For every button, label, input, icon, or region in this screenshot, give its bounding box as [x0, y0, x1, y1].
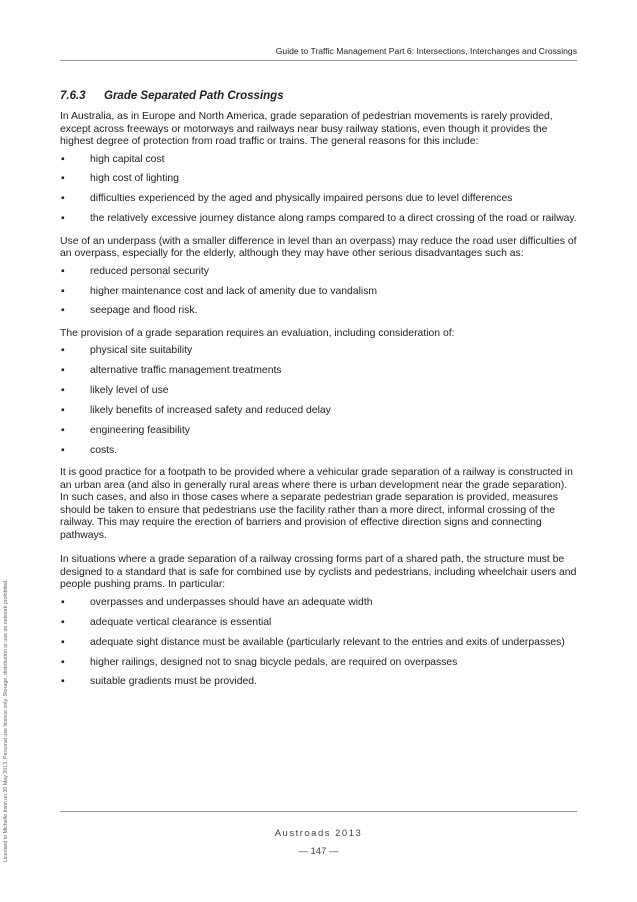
list-item — [60, 445, 577, 458]
list-item-text: high cost of lighting — [90, 173, 179, 185]
bullet-icon: ▪ — [61, 153, 65, 165]
running-header: Guide to Traffic Management Part 6: Intersections, Interchanges and Crossings — [275, 46, 577, 56]
list-item-text: suitable gradients must be provided. — [90, 676, 257, 688]
bullet-icon: ▪ — [61, 285, 65, 297]
bullet-icon: ▪ — [61, 173, 65, 185]
underpass-disadvantages-list — [60, 266, 577, 318]
shared-path-list — [60, 597, 577, 689]
list-item — [60, 617, 577, 630]
evaluation-paragraph: The provision of a grade separation requires an evaluation, including consideration of: — [60, 327, 455, 339]
list-item — [60, 657, 577, 670]
list-item-text: engineering feasibility — [90, 425, 190, 437]
bullet-icon: ▪ — [61, 345, 65, 357]
shared-path-paragraph: In situations where a grade separation of a railway crossing forms part of a shared path, the structure must be designed to a standard that is safe for combined use by cyclists and pedestrians, including wheelchair users and people pushing prams. In particular: — [60, 554, 577, 591]
list-item-text: higher maintenance cost and lack of amenity due to vandalism — [90, 285, 378, 297]
list-item-text: higher railings, designed not to snag bicycle pedals, are required on overpasses — [90, 656, 458, 668]
list-item-text: physical site suitability — [90, 345, 193, 357]
list-item — [60, 637, 577, 650]
bullet-icon: ▪ — [61, 616, 65, 628]
licence-stamp: Licensed to Michelle Irwin on 30 May 2013. Personal use licence only. Storage, distribution or use on network prohibited. — [3, 579, 9, 862]
list-item — [60, 286, 577, 299]
list-item-text: likely level of use — [90, 385, 169, 397]
list-item-text: reduced personal security — [90, 265, 209, 277]
bullet-icon: ▪ — [61, 636, 65, 648]
evaluation-list — [60, 345, 577, 457]
footer-organization: Austroads 2013 — [274, 828, 363, 839]
bullet-icon: ▪ — [61, 193, 65, 205]
underpass-paragraph: Use of an underpass (with a smaller difference in level than an overpass) may reduce the road user difficulties of an overpass, especially for the elderly, although they may have other serious disadvantages such as: — [60, 235, 577, 260]
list-item-text: likely benefits of increased safety and reduced delay — [90, 405, 331, 417]
list-item-text: overpasses and underpasses should have an adequate width — [90, 596, 373, 608]
list-item — [60, 405, 577, 418]
bullet-icon: ▪ — [61, 656, 65, 668]
bullet-icon: ▪ — [61, 405, 65, 417]
list-item — [60, 305, 577, 318]
list-item-text: adequate sight distance must be available (particularly relevant to the entries and exits of underpasses) — [90, 636, 565, 648]
reasons-list — [60, 154, 577, 226]
section-heading — [60, 90, 577, 102]
list-item-text: alternative traffic management treatments — [90, 365, 282, 377]
footer-rule — [60, 811, 577, 812]
bullet-icon: ▪ — [61, 444, 65, 456]
bullet-icon: ▪ — [61, 365, 65, 377]
list-item-text: costs. — [90, 444, 118, 456]
list-item-text: seepage and flood risk. — [90, 305, 198, 317]
section-title: Grade Separated Path Crossings — [104, 90, 284, 102]
list-item-text: the relatively excessive journey distance along ramps compared to a direct crossing of the road or railway. — [90, 213, 577, 225]
bullet-icon: ▪ — [61, 596, 65, 608]
list-item — [60, 266, 577, 279]
list-item-text: difficulties experienced by the aged and physically impaired persons due to level differences — [90, 193, 513, 205]
list-item — [60, 213, 577, 226]
list-item — [60, 193, 577, 206]
bullet-icon: ▪ — [61, 265, 65, 277]
list-item — [60, 676, 577, 689]
intro-paragraph: In Australia, as in Europe and North America, grade separation of pedestrian movements is rarely provided, except across freeways or motorways and railways near busy railway stations, even though it provides the highest degree of protection from road traffic or trains. The general reasons for this include: — [60, 111, 553, 147]
list-item-text: adequate vertical clearance is essential — [90, 616, 272, 628]
bullet-icon: ▪ — [61, 425, 65, 437]
bullet-icon: ▪ — [61, 676, 65, 688]
page-number: — 147 — — [298, 846, 339, 857]
list-item — [60, 154, 577, 167]
bullet-icon: ▪ — [61, 213, 65, 225]
list-item — [60, 345, 577, 358]
list-item — [60, 173, 577, 186]
list-item — [60, 597, 577, 610]
list-item — [60, 365, 577, 378]
section-number: 7.6.3 — [60, 90, 86, 102]
footpath-paragraph: It is good practice for a footpath to be provided where a vehicular grade separation of a railway is constructed in an urban area (and also in generally rural areas where there is urban development near the grade separation). In such cases, and also in those cases where a separate pedestrian grade separation is provided, measures should be taken to ensure that pedestrians use the facility rather than a more direct, informal crossing of the railway. This may require the erection of barriers and provision of effective direction signs and connecting pathways. — [60, 467, 573, 541]
list-item — [60, 425, 577, 438]
bullet-icon: ▪ — [61, 305, 65, 317]
bullet-icon: ▪ — [61, 385, 65, 397]
header-rule — [60, 60, 577, 61]
list-item-text: high capital cost — [90, 153, 165, 165]
list-item — [60, 385, 577, 398]
page-content — [60, 90, 577, 699]
